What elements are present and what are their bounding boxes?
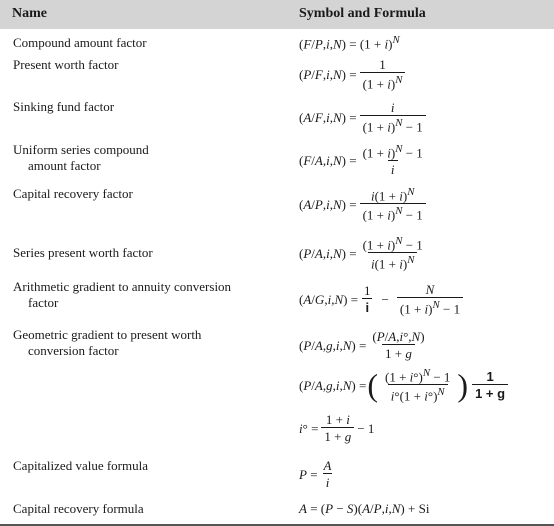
denominator: $i(1 + i)^N$ <box>368 252 418 270</box>
row-name: Series present worth factor <box>13 245 153 260</box>
table-header <box>0 0 554 29</box>
numerator: $(1 + i)^N - 1$ <box>362 234 423 252</box>
formula-lhs: (P/A,g,i,N) = <box>299 377 367 393</box>
minus-sign: − <box>381 291 389 307</box>
denominator: $(1 + i)^N - 1$ <box>397 297 463 315</box>
numerator: N <box>425 281 435 297</box>
header-name: Name <box>12 6 47 21</box>
row-name: Capital recovery factor <box>13 186 133 201</box>
formula-lhs: P = <box>299 466 318 482</box>
denominator: $(1 + i)^N - 1$ <box>360 203 426 221</box>
row-name: Sinking fund factor <box>13 99 115 114</box>
formula <box>299 35 400 51</box>
formula-lhs: (P/A,g,i,N) = <box>299 337 367 353</box>
formula <box>299 500 429 516</box>
formula-lhs: (P/A,i,N) = <box>299 245 357 261</box>
row-name-cont: conversion factor <box>28 343 119 358</box>
fraction <box>382 368 453 403</box>
formula <box>299 325 431 365</box>
close-paren: ) <box>457 367 469 403</box>
row-name-cont: amount factor <box>28 158 101 173</box>
row-name: Capitalized value formula <box>13 458 149 473</box>
fraction <box>321 459 335 489</box>
formula-tail: − 1 <box>357 420 375 436</box>
denominator: $(1 + i)^N - 1$ <box>360 115 426 133</box>
open-paren: ( <box>367 367 378 403</box>
formula <box>299 141 429 179</box>
fraction <box>472 370 508 400</box>
formula-lhs: (P/F,i,N) = <box>299 66 357 82</box>
denominator: i <box>323 473 333 489</box>
denominator: 1 + g <box>472 384 508 400</box>
row-name: Geometric gradient to present worth <box>13 327 202 342</box>
denominator: $i^\circ(1 + i^\circ)^N$ <box>388 384 448 402</box>
formula-lhs: i° = <box>299 420 319 436</box>
formula-lhs: (F/A,i,N) = <box>299 152 357 168</box>
formula-lhs: (A/G,i,N) = <box>299 291 359 307</box>
numerator: 1 <box>364 283 371 298</box>
row-name: Compound amount factor <box>13 35 147 50</box>
formula-text: A = (P − S)(A/P,i,N) + Si <box>299 500 430 516</box>
fraction <box>361 284 374 314</box>
fraction <box>360 187 426 222</box>
numerator: $(1 + i)^N - 1$ <box>362 142 423 161</box>
denominator: i <box>362 298 372 314</box>
formula <box>299 185 429 223</box>
denominator: 1 + g <box>382 344 415 360</box>
formula <box>299 408 374 448</box>
formula <box>299 364 511 406</box>
numerator: 1 <box>379 56 386 72</box>
header-symbol: Symbol and Formula <box>299 6 426 21</box>
row-name: Uniform series compound <box>13 142 149 157</box>
numerator: (P/A,i°,N) <box>372 329 425 344</box>
fraction <box>360 236 426 271</box>
denominator: i <box>388 160 398 176</box>
formula <box>299 55 408 93</box>
fraction <box>360 101 426 133</box>
row-name-cont: factor <box>28 295 59 310</box>
numerator: 1 <box>486 369 494 384</box>
denominator: $(1 + i)^N$ <box>360 72 406 90</box>
numerator: 1 + i <box>325 412 350 427</box>
row-name: Capital recovery formula <box>13 501 144 516</box>
numerator: i <box>390 99 395 115</box>
numerator: A <box>323 458 332 473</box>
fraction <box>321 413 354 443</box>
fraction <box>360 144 426 176</box>
fraction <box>369 330 427 360</box>
formula-text: $(F/P,i,N) = (1 + i)^N$ <box>299 34 400 52</box>
numerator: $i(1 + i)^N$ <box>370 185 415 203</box>
formula <box>299 234 429 272</box>
formula <box>299 98 429 136</box>
row-name: Present worth factor <box>13 57 119 72</box>
formula-lhs: (A/P,i,N) = <box>299 196 357 212</box>
row-name: Arithmetic gradient to annuity conversion <box>13 279 232 294</box>
fraction <box>360 58 406 90</box>
formula <box>299 455 338 493</box>
numerator: $(1 + i^\circ)^N - 1$ <box>385 366 451 384</box>
denominator: 1 + g <box>321 427 354 443</box>
formula-lhs: (A/F,i,N) = <box>299 109 357 125</box>
fraction <box>397 283 463 315</box>
formula <box>299 280 466 318</box>
